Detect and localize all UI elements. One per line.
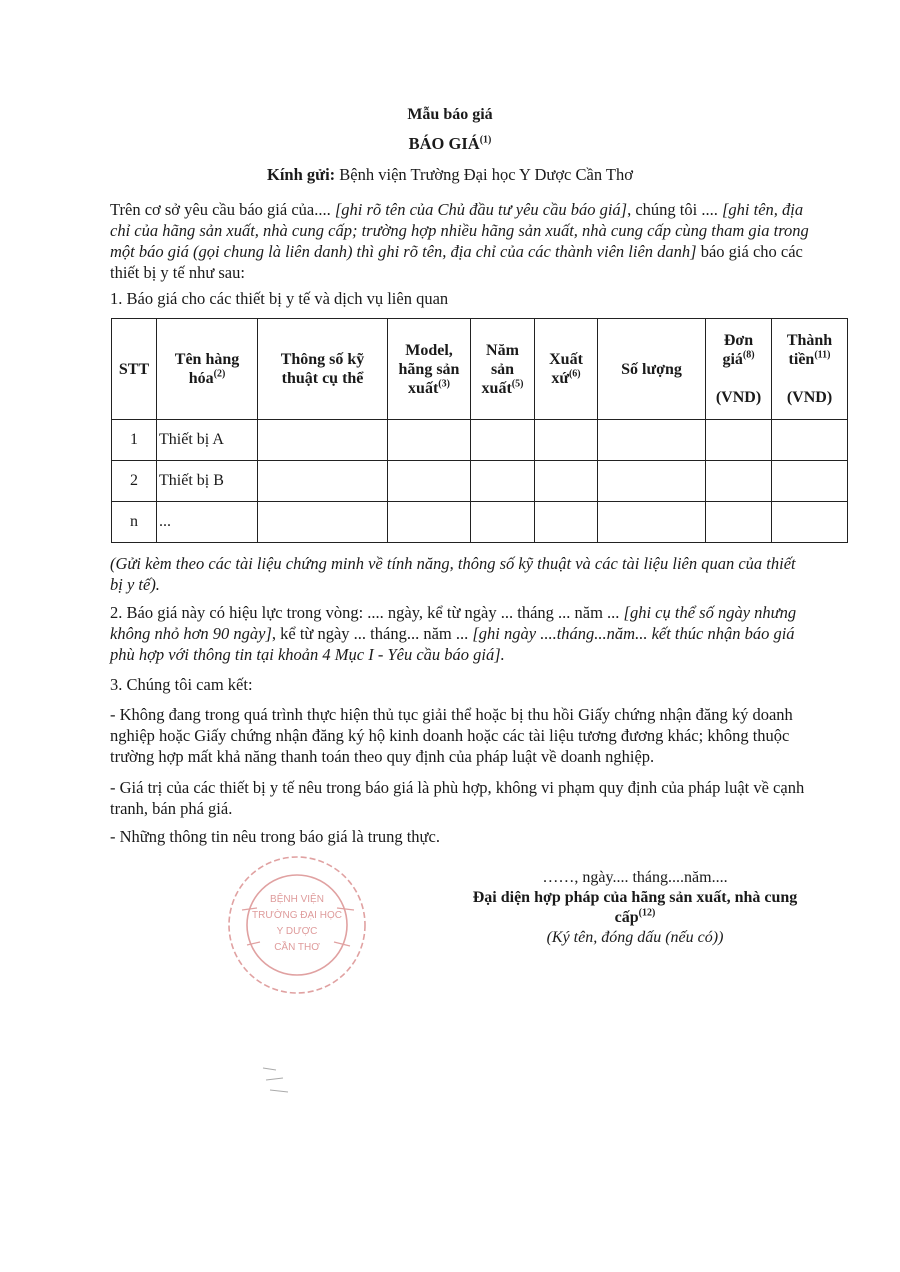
empty-cell [706, 502, 772, 543]
recipient-label: Kính gửi: [267, 165, 336, 184]
empty-cell [535, 420, 598, 461]
empty-cell [388, 420, 471, 461]
table-row [112, 461, 848, 502]
row-item-name: ... [157, 502, 258, 543]
row-item-name: Thiết bị A [157, 420, 258, 461]
header-origin: Xuất xứ$^{(6)}$ [535, 319, 598, 420]
commitment-2: - Giá trị của các thiết bị y tế nêu trong báo giá là phù hợp, không vi phạm quy định của pháp luật về cạnh tranh, bán phá giá. [110, 778, 805, 818]
empty-cell [598, 420, 706, 461]
empty-cell [258, 461, 388, 502]
row-stt: 1 [112, 420, 157, 461]
empty-cell [258, 502, 388, 543]
signature-instruction: (Ký tên, đóng dấu (nếu có)) [546, 929, 724, 946]
commitment-3: - Những thông tin nêu trong báo giá là trung thực. [110, 827, 440, 846]
quotation-table [111, 318, 848, 543]
empty-cell [706, 461, 772, 502]
commitment-1: - Không đang trong quá trình thực hiện thủ tục giải thể hoặc bị thu hồi Giấy chứng nhận đăng ký doanh nghiệp hoặc Giấy chứng nhận đăng ký hộ kinh doanh hoặc các tài liệu tương đương khác; không thuộc trường hợp mất khả năng thanh toán theo quy định của pháp luật về doanh nghiệp. [110, 705, 793, 766]
empty-cell [471, 461, 535, 502]
empty-cell [258, 420, 388, 461]
header-specs: Thông số kỹ thuật cụ thể [258, 319, 388, 420]
seal-line: TRƯỜNG ĐẠI HỌC [252, 910, 342, 921]
recipient-name: Bệnh viện Trường Đại học Y Dược Cần Thơ [339, 165, 633, 184]
seal-line: CẦN THƠ [274, 942, 320, 953]
table-row [112, 420, 848, 461]
empty-cell [598, 461, 706, 502]
header-year: Năm sản xuất$^{(5)}$ [471, 319, 535, 420]
seal-line: BỆNH VIỆN [270, 894, 324, 905]
form-title: Mẫu báo giá [407, 106, 493, 123]
empty-cell [772, 461, 848, 502]
hospital-seal-stamp [222, 850, 372, 1000]
document-title: BÁO GIÁ$^{(1)}$ [408, 134, 492, 153]
empty-cell [471, 420, 535, 461]
table-row [112, 502, 848, 543]
recipient-line [0, 165, 900, 185]
section-2-validity: 2. Báo giá này có hiệu lực trong vòng: .... ngày, kể từ ngày ... tháng ... năm ... [ghi cụ thể số ngày nhưng không nhỏ hơn 90 ngày], kể từ ngày ... tháng... năm ... [ghi ngày ....tháng...năm... kết thúc nhận báo giá phù hợp với thông tin tại khoản 4 Mục I - Yêu cầu báo giá]. [110, 603, 797, 664]
intro-paragraph: Trên cơ sở yêu cầu báo giá của.... [ghi rõ tên của Chủ đầu tư yêu cầu báo giá], chúng tôi .... [ghi tên, địa chỉ của hãng sản xuất, nhà cung cấp; trường hợp nhiều hãng sản xuất, nhà cung cấp cùng tham gia trong một báo giá (gọi chung là liên danh) thì ghi rõ tên, địa chỉ của các thành viên liên danh] báo giá cho các thiết bị y tế như sau: [110, 200, 809, 282]
section-1-title: 1. Báo giá cho các thiết bị y tế và dịch vụ liên quan [110, 289, 449, 308]
row-stt: 2 [112, 461, 157, 502]
signature-date: ……, ngày.... tháng....năm.... [542, 869, 728, 886]
seal-line: Y DƯỢC [276, 926, 318, 937]
empty-cell [598, 502, 706, 543]
section-3-title: 3. Chúng tôi cam kết: [110, 675, 253, 694]
attachment-note: (Gửi kèm theo các tài liệu chứng minh về tính năng, thông số kỹ thuật và các tài liệu liên quan của thiết bị y tế). [110, 554, 796, 594]
header-item-name: Tên hàng hóa$^{(2)}$ [157, 319, 258, 420]
header-quantity: Số lượng [598, 319, 706, 420]
header-total: Thành tiền$^{(11)}$ (VND) [772, 319, 848, 420]
header-unit-price: Đơn giá$^{(8)}$ (VND) [706, 319, 772, 420]
table-header-row [112, 319, 848, 420]
empty-cell [535, 461, 598, 502]
header-stt: STT [112, 319, 157, 420]
row-stt: n [112, 502, 157, 543]
signature-block [460, 868, 810, 948]
empty-cell [471, 502, 535, 543]
empty-cell [706, 420, 772, 461]
empty-cell [388, 502, 471, 543]
empty-cell [535, 502, 598, 543]
row-item-name: Thiết bị B [157, 461, 258, 502]
ink-marks [258, 1058, 318, 1098]
document-title-note: (1) [479, 134, 492, 146]
signature-role: Đại diện hợp pháp của hãng sản xuất, nhà cung cấp$^{(12)}$ [472, 889, 798, 926]
header-model: Model, hãng sản xuất$^{(3)}$ [388, 319, 471, 420]
empty-cell [772, 502, 848, 543]
empty-cell [388, 461, 471, 502]
empty-cell [772, 420, 848, 461]
